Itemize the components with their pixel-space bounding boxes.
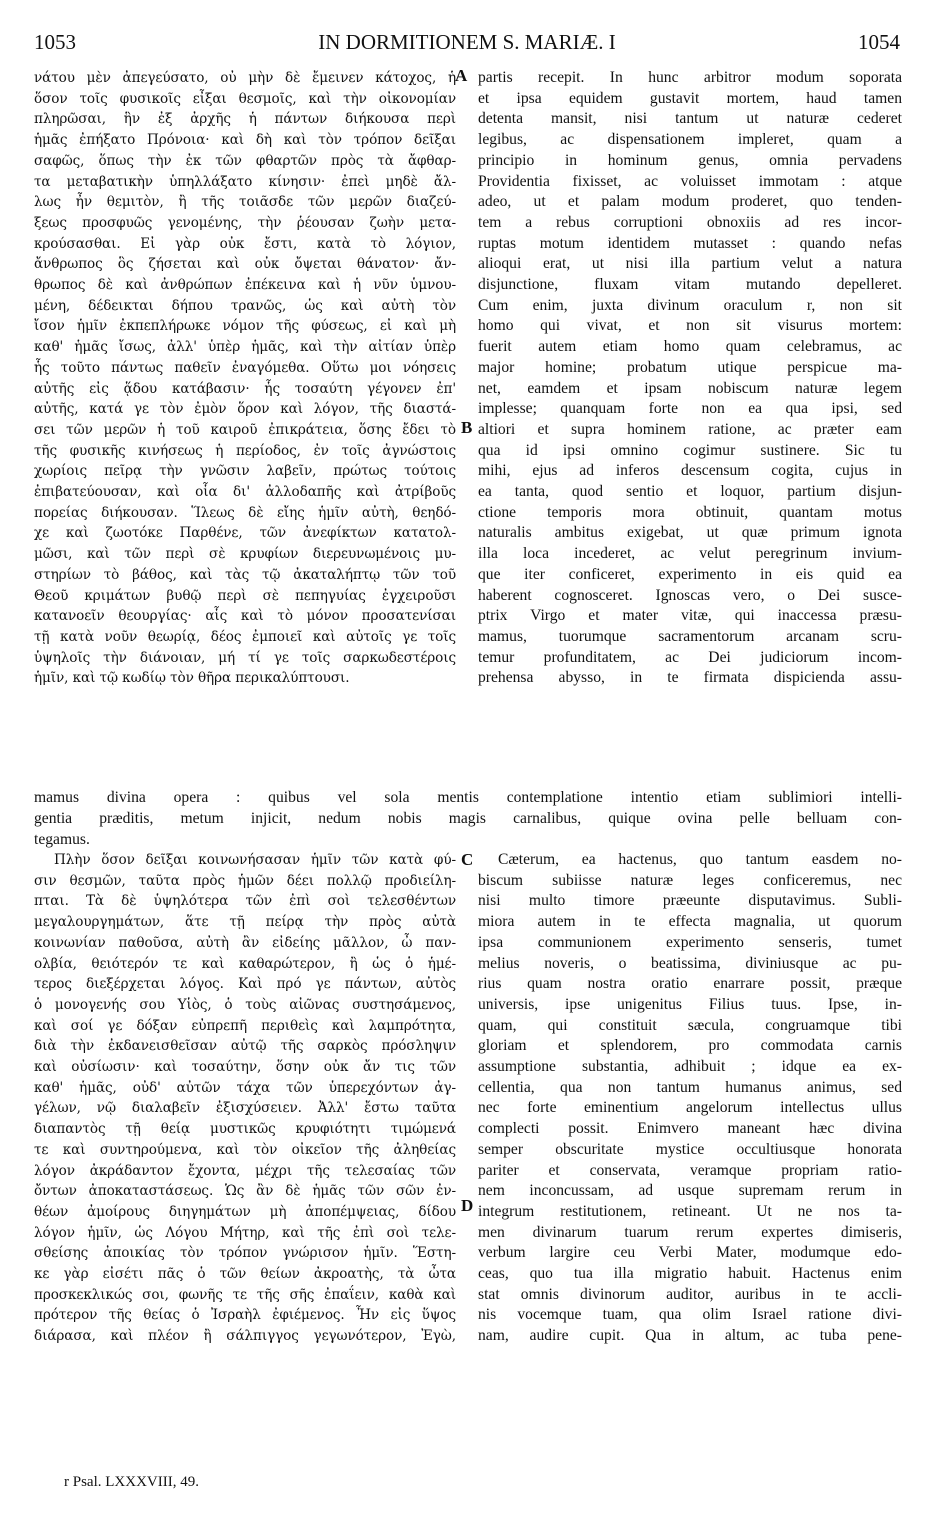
text-line: ὅσον τοῖς φυσικοῖς εἶξαι θεσμοῖς, καὶ τὴν οἰκονομίαν [34, 90, 456, 107]
text-line: gloriam et splendorem, pro commodata carnis [478, 1037, 902, 1055]
text-line: stat omnis divinorum auditor, auribus in te accli- [478, 1285, 902, 1303]
text-line: αὐτῆς, κατά γε τὸν ἐμὸν ὅρον καὶ λόγον, τῆς διαστά- [34, 401, 456, 418]
text-line: σαφῶς, ὅπως τὴν ἐκ τῶν φθαρτῶν πρὸς τὰ ἄφθαρ- [34, 152, 456, 169]
text-line: αὐτῆς εἰς ᾅδου κατάβασιν· ἧς τοσαύτη γέγονεν ἐπ' [34, 380, 456, 397]
text-line: κατανοεῖν θεουργίας· αἷς καὶ τὸ μόνον προσατενίσαι [34, 608, 456, 625]
latin-column-top [478, 68, 902, 689]
text-line: πορείας διήκουσαν. Ἵλεως δὲ εἴης ἡμῖν αὐτὴ, θεηδό- [34, 504, 456, 521]
text-line: partis recepit. In hunc arbitror modum soporata [478, 69, 902, 86]
text-line: τῇ κατὰ νοῦν θεωρίᾳ, δέος ἐμποιεῖ καὶ αὐτοῖς γε τοῖς [34, 628, 456, 645]
text-line: γέλων, νῷ διαλαβεῖν ἐξισχύσειεν. Ἀλλ' ἔστω ταῦτα [34, 1100, 456, 1117]
text-line: χωρίοις πεῖρᾳ τὴν γνῶσιν λαβεῖν, πρώτως τούτοις [34, 463, 456, 480]
text-line: fuerit autem etiam homo quam celebramus, ac [478, 338, 902, 356]
text-line: ctione temporis mora obtinuit, quantam motus [478, 503, 902, 521]
text-line: τα μεταβατικὴν ὑπηλλάξατο κίνησιν· ἐπεὶ μηδὲ ἄλ- [34, 173, 456, 190]
text-line: καθ' ἡμᾶς, οὐδ' αὐτῶν τάχα τῶν ὑπερεχόντων ἀγ- [34, 1079, 456, 1096]
text-line: σει τῶν μερῶν ἡ τοῦ καιροῦ ἐπικράτεια, ὅσης ἔδει τὸ [34, 421, 456, 438]
text-line: θρωπος δὲ καὶ ἀνθρώπων ἐπέκεινα καὶ ἡ νῦν ὑμνου- [34, 277, 456, 294]
text-line: ξεως προσφυῶς γενομένης, τὴν ῥέουσαν ζωὴν μετα- [34, 214, 456, 231]
text-line: Cæterum, ea hactenus, quo tantum easdem no- [498, 851, 902, 868]
text-line: net, eamdem et ipsam nobiscum naturæ legem [478, 379, 902, 397]
text-line: tegamus. [34, 831, 90, 848]
text-line: haberent cognosceret. Ignoscas vero, o Dei susce- [478, 586, 902, 604]
text-line: Πλὴν ὅσον δεῖξαι κοινωνήσασαν ἡμῖν τῶν κατὰ φύ- [54, 852, 456, 868]
text-line: καὶ οὐσίωσιν· καὶ τοσαύτην, ὅσην οὐκ ἄν τις τῶν [34, 1059, 456, 1076]
text-line: λόγον ἀκράδαντον ἔχοντα, μέχρι τῆς τελεσαίας τῶν [34, 1162, 456, 1179]
text-line: detenta mansit, nisi tantum ut naturæ cederet [478, 110, 902, 128]
text-line: χε καὶ ζωοτόκε Παρθένε, τῶν ἀνεφίκτων κατατολ- [34, 525, 456, 542]
text-line: λως ἦν θεμιτὸν, ἢ τῆς τοιᾶσδε τῶν μερῶν διαζεύ- [34, 194, 456, 211]
text-line: universis, ipse unigenitus Filius tuus. Ipse, in- [478, 995, 902, 1013]
text-line: τῆς φυσικῆς κινήσεως ἡ περίοδος, ἐν τοῖς ἀγνώστοις [34, 442, 456, 459]
text-line: homo qui vivat, et non sit visurus mortem: [478, 317, 902, 335]
text-line: μένη, δέδεικται δήπου τρανῶς, ὡς καὶ αὐτὴ τὸν [34, 297, 456, 314]
text-line: mamus divina opera : quibus vel sola mentis contemplatione intentio etiam sublimiori intelli- [34, 789, 902, 806]
text-line: nec forte eminentium angelorum intellectus ullus [478, 1099, 902, 1117]
page-number-right: 1054 [858, 30, 900, 54]
text-line: illa loca incederet, ac velut peregrinum invium- [478, 545, 902, 563]
latin-column-bottom [478, 850, 902, 1347]
text-line: miora autem in te effecta magnalia, ut quorum [478, 913, 902, 931]
text-line: ἧς τοῦτο πάντως παθεῖν ἐναγόμεθα. Οὕτω μοι νόησεις [34, 359, 456, 376]
greek-column-bottom [34, 850, 456, 1347]
full-width-paragraph [34, 787, 902, 850]
text-line: integrum restitutionem, retineant. Ut ne nos ta- [478, 1202, 902, 1220]
text-line: principio in hominum genus, omnia pervadens [478, 151, 902, 169]
text-line: ἄνθρωπος ὃς ζήσεται καὶ οὐκ ὄψεται θάνατον· ἄν- [34, 256, 456, 273]
text-line: temur profunditatem, ac Dei judiciorum incom- [478, 648, 902, 666]
text-line: verbum largire ceu Verbi Mater, modumque edo- [478, 1244, 902, 1262]
greek-column-top [34, 68, 456, 689]
text-line: στηρίων τὸ βάθος, καὶ τὰς τῷ ἀκαταλήπτῳ τῶν τοῦ [34, 566, 456, 583]
text-line: θέων ἀμοίρους διηγημάτων μὴ ἀποπέμψειας, δίδου [34, 1203, 456, 1220]
text-line: gentia præditis, metum injicit, nedum nobis magis carnalibus, quique ovina pelle belluam con- [34, 810, 902, 827]
text-line: implesse; quanquam forte non ea qua ipsi, sed [478, 400, 902, 418]
text-line: πληρῶσαι, ἣν ἐξ ἀρχῆς ἡ πάντων διήκουσα περὶ [34, 111, 456, 128]
text-line: semper obscuritate mystice occultiusque honorata [478, 1140, 902, 1158]
text-line: διαπαντὸς τῇ θείᾳ μυστικῶς κρυφιότητι τιμώμενά [34, 1121, 456, 1138]
text-line: ἡμᾶς ἐπήξατο Πρόνοια· καὶ δὴ καὶ τὸν τρόπον δεῖξαι [34, 132, 456, 149]
text-line: naturalis ambitus exigebat, ut quæ primum ignota [478, 524, 902, 542]
margin-letter-c: C [461, 850, 474, 869]
text-line: ceas, quo tua illa migratio habuit. Hactenus enim [478, 1265, 902, 1283]
text-line: quam, qui constituit sæcula, congruamque tibi [478, 1016, 902, 1034]
text-line: προσκεκλικώς σοι, φωνῆς τε τῆς σῆς ἐπαΐειν, καθὰ καὶ [34, 1286, 456, 1303]
text-line: κε γὰρ εἰσέτι πᾶς ὁ τῶν θείων ἀκροατὴς, τὰ ὦτα [34, 1266, 456, 1283]
text-line: μεγαλουργημάτων, ἅτε τῇ πείρᾳ τὴν πρὸς αὐτὰ [34, 914, 456, 931]
text-line: πται. Τὰ δὲ ὑψηλότερα τῶν ἐπὶ σοὶ τελεσθέντων [34, 893, 456, 910]
text-line: altiori et supra hominem ratione, ac præter eam [478, 420, 902, 438]
text-line: διὰ τὴν ἐκδανεισθεῖσαν αὐτῷ τῆς σαρκὸς πρόσληψιν [34, 1038, 456, 1055]
text-line: mihi, ejus ad inferos descensum cogita, cujus in [478, 462, 902, 480]
text-line: ἴσον ἡμῖν ἐκπεπλήρωκε νόμον τῆς φύσεως, εἰ καὶ μὴ [34, 318, 456, 335]
text-line: adeo, ut et palam modum proderet, quo tenden- [478, 193, 902, 211]
text-line: prehensa abysso, in te firmata dispicienda assu- [478, 669, 902, 687]
text-line: ruptas motum identidem mutasset : quando nefas [478, 234, 902, 252]
text-line: διάρασα, καὶ πλέον ἢ σάλπιγγος γεγωνότερον, Ἐγὼ, [34, 1328, 456, 1345]
margin-letter-a: A [455, 66, 468, 85]
text-line: que iter conficeret, experimento in eis quid ea [478, 565, 902, 583]
text-line: κρούσασθαι. Εἰ γὰρ οὐκ ἔστι, κατὰ τὸ λόγιον, [34, 235, 456, 252]
text-line: cellentia, qua non tantum humanus animus, sed [478, 1078, 902, 1096]
text-line: Θεοῦ κριμάτων βυθῷ περὶ σὲ πεπηγυίας ἐγχειροῦσι [34, 587, 456, 604]
text-line: nisi multo timore præeunte disputavimus. Subli- [478, 892, 902, 910]
page-number-left: 1053 [34, 30, 76, 54]
margin-letter-d: D [461, 1196, 474, 1215]
text-line: τε καὶ συντηρούμενα, καὶ τὸν οἰκεῖον τῆς ἀληθείας [34, 1141, 456, 1158]
text-line: σθείσης ἀποικίας τὸν τρόπον γνώρισον ἡμῖν. Ἕστη- [34, 1245, 456, 1262]
text-line: καθ' ἡμᾶς ἴσως, ἀλλ' ὑπὲρ ἡμᾶς, καὶ τὴν αἰτίαν ὑπὲρ [34, 339, 456, 356]
margin-letter-b: B [461, 418, 473, 437]
text-line: qua id ipsi omnino cogimur sustinere. Sic tu [478, 441, 902, 459]
text-line: Cum enim, juxta divinum oraculum r, non sit [478, 296, 902, 314]
text-line: melius noveris, o beatissima, diviniusque ac pu- [478, 954, 902, 972]
text-line: νάτου μὲν ἀπεγεύσατο, οὐ μὴν δὲ ἔμεινεν κάτοχος, ἡ [34, 70, 456, 86]
text-line: ολβία, θειότερόν τε καὶ καθαρώτερον, ἢ ὡς ὁ ἡμέ- [34, 955, 456, 972]
text-line: ὁ μονογενής σου Υἱὸς, ὁ τοὺς αἰῶνας συστησάμενος, [34, 996, 456, 1013]
text-line: mamus, tuorumque sacramentorum arcanam scru- [478, 627, 902, 645]
page-header [34, 30, 900, 62]
text-line: ὑψηλοῖς τὴν διάνοιαν, μή τί γε τοῖς σαρκωδεστέροις [34, 649, 456, 666]
text-line: et ipsa equidem gustavit mortem, haud tamen [478, 89, 902, 107]
text-line: pariter et conservata, veramque propriam ratio- [478, 1161, 902, 1179]
text-line: disjunctione, fluxam vitam mutando depelleret. [478, 276, 902, 294]
text-line: τερος διεξέρχεται λόγος. Καὶ πρό γε πάντων, αὐτὸς [34, 976, 456, 993]
text-line: λόγον ἡμῖν, ὡς Λόγου Μήτηρ, καὶ τῆς ἐπὶ σοὶ τελε- [34, 1224, 456, 1241]
text-line: ptrix Virgo et mater vitæ, qui inaccessa præsu- [478, 607, 902, 625]
text-line: μῶσι, καὶ τῶν περὶ σὲ κρυφίων διερευνωμένοις μυ- [34, 546, 456, 563]
text-line: Providentia fixisset, ac voluisset immotam : atque [478, 172, 902, 190]
text-line: complecti possit. Enimvero maneant hæc divina [478, 1120, 902, 1138]
text-line: πρότερον τῆς θείας ὁ Ἰσραὴλ ἐφιέμενος. Ἦν εἰς ὕψος [34, 1307, 456, 1324]
text-line: legibus, ac dispensationem impleret, quam a [478, 131, 902, 149]
running-title: IN DORMITIONEM S. MARIÆ. I [318, 30, 616, 54]
text-line: κοινωνίαν παθοῦσα, αὐτὴ ἂν εἰδείης μᾶλλον, ὦ παν- [34, 934, 456, 951]
text-line: tem a rebus corruptioni obnoxiis ad res incor- [478, 213, 902, 231]
text-line: ea tanta, quod sentio et loquor, partium disjun- [478, 483, 902, 501]
text-line: nis vocemque tuam, qua olim Israel ratione divi- [478, 1306, 902, 1324]
text-line: alioqui erat, ut nisi illa partium velut a natura [478, 255, 902, 273]
text-line: ἐπιβατεύουσαν, καὶ οἷα δι' ἀλλοδαπῆς καὶ ἀτρίβοῦς [34, 484, 456, 501]
text-line: nam, audire cupit. Qua in altum, ac tuba pene- [478, 1327, 902, 1345]
text-line: ὄντων ἀποκαταστάσεως. Ὡς ἂν δὲ ἡμᾶς τῶν σῶν ἐν- [34, 1183, 456, 1200]
text-line: καὶ σοί γε δόξαν εὐπρεπῆ περιθεὶς καὶ λαμπρότητα, [34, 1017, 456, 1034]
text-line: biscum subiisse naturæ leges conficeremus, nec [478, 871, 902, 889]
text-line: major homine; probatum utique perspicue ma- [478, 358, 902, 376]
text-line: ipsa communionem experimento senseris, tumet [478, 933, 902, 951]
text-line: ἡμῖν, καὶ τῷ κωδίῳ τὸν θῆρα περικαλύπτουσι. [34, 670, 350, 687]
text-line: nem inconcussam, ad usque supremam rerum in [478, 1182, 902, 1200]
text-line: rius quam nostra oratio enarrare possit, præque [478, 975, 902, 993]
footnote: r Psal. LXXXVIII, 49. [64, 1474, 199, 1490]
text-line: assumptione substantia, adhibuit ; idque ea ex- [478, 1058, 902, 1076]
text-line: men divinarum tuarum rerum expertes dimiseris, [478, 1223, 902, 1241]
text-line: σιν θεσμῶν, ταῦτα πρὸς ἡμῶν δέει πολλῷ προδιείλη- [34, 872, 456, 889]
